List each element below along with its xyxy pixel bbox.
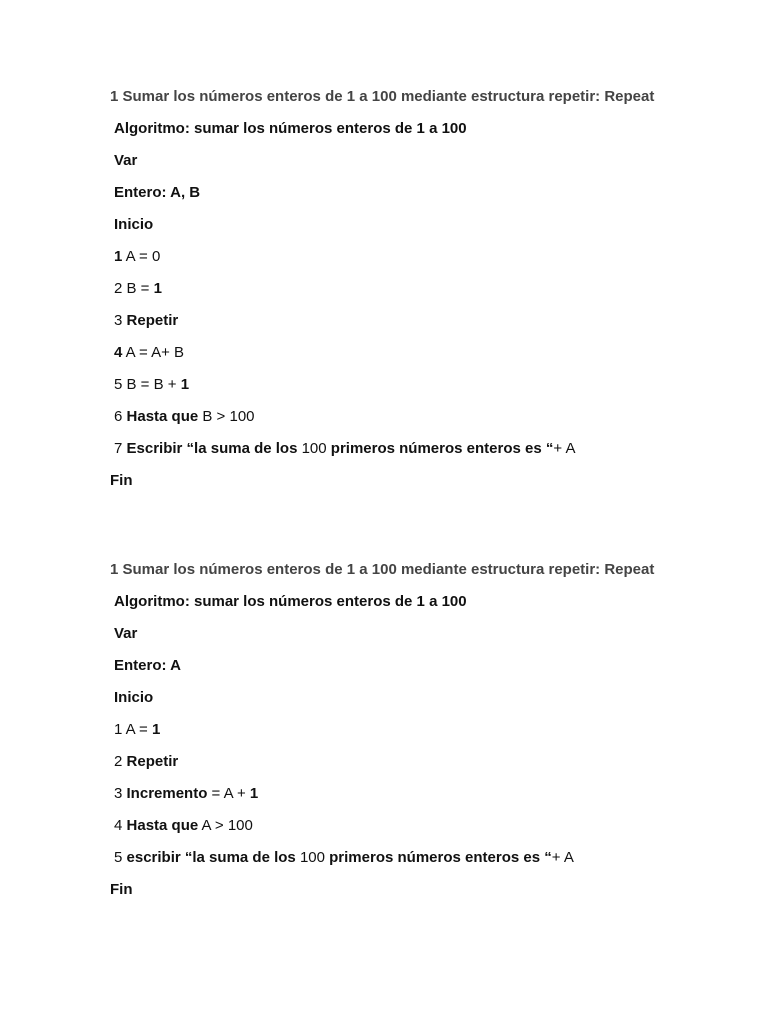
- line-text-segment: Var: [114, 625, 138, 642]
- line-text-segment: 1: [153, 280, 162, 297]
- line-text-segment: = A +: [207, 785, 250, 802]
- line-text-segment: Hasta que: [126, 817, 199, 834]
- algorithm-line: [110, 655, 670, 677]
- line-text-segment: B > 1: [198, 408, 238, 425]
- algorithm-line: [110, 310, 670, 332]
- line-text-segment: 1: [249, 785, 259, 802]
- algorithm-line: [110, 623, 670, 645]
- algorithm-line: [110, 374, 670, 396]
- line-text-segment: escribir “la suma de los: [126, 849, 300, 866]
- line-text-segment: primeros números enteros es “: [326, 440, 554, 457]
- algorithm-line: [110, 438, 670, 460]
- algorithm-line: [110, 182, 670, 204]
- line-text-segment: Inicio: [114, 689, 154, 706]
- line-text-segment: Algoritmo: sumar los números enteros de 1 a 100: [114, 120, 467, 137]
- algorithm-line: [110, 118, 670, 140]
- algorithm-line: [110, 751, 670, 773]
- algorithm-line: [110, 687, 670, 709]
- line-text-segment: 1: [114, 248, 123, 265]
- line-text-segment: 1: [180, 376, 190, 393]
- algorithm-line: [110, 847, 670, 869]
- end-keyword: Fin: [110, 472, 133, 489]
- algorithm-line: [110, 591, 670, 613]
- algorithm-line: [110, 342, 670, 364]
- line-text-segment: Incremento: [126, 785, 208, 802]
- line-text-segment: 6: [114, 408, 127, 425]
- line-text-segment: 100: [301, 440, 327, 457]
- algorithm-lines: [110, 591, 670, 869]
- line-text-segment: + A: [553, 440, 576, 457]
- line-text-segment: 7: [114, 440, 127, 457]
- algorithm-line: [110, 150, 670, 172]
- algorithm-line: [110, 214, 670, 236]
- line-text-segment: Repetir: [126, 753, 179, 770]
- line-text-segment: Hasta que: [126, 408, 199, 425]
- line-text-segment: 1: [151, 721, 161, 738]
- line-text-segment: Inicio: [114, 216, 154, 233]
- line-text-segment: 3: [114, 312, 127, 329]
- line-text-segment: 1 A =: [114, 721, 152, 738]
- line-text-segment: + A: [551, 849, 574, 866]
- line-text-segment: Var: [114, 152, 138, 169]
- line-text-segment: 3: [114, 785, 127, 802]
- line-text-segment: Algoritmo: sumar los números enteros de 1 a 100: [114, 593, 467, 610]
- line-text-segment: A = 0: [122, 248, 161, 265]
- line-text-segment: 4: [114, 817, 127, 834]
- line-text-segment: 5: [114, 849, 127, 866]
- line-text-segment: A = A+ B: [122, 344, 185, 361]
- line-text-segment: A > 100: [198, 817, 253, 834]
- algorithm-line: [110, 278, 670, 300]
- line-text-segment: Entero: A, B: [114, 184, 201, 201]
- line-text-segment: Entero: A: [114, 657, 181, 674]
- line-text-segment: Repetir: [126, 312, 179, 329]
- algorithm-line: [110, 815, 670, 837]
- line-text-segment: 2 B =: [114, 280, 154, 297]
- line-text-segment: primeros números enteros es “: [324, 849, 552, 866]
- line-text-segment: 4: [114, 344, 123, 361]
- block-heading: 1 Sumar los números enteros de 1 a 100 mediante estructura repetir: Repeat: [110, 88, 655, 105]
- algorithm-line: [110, 719, 670, 741]
- line-text-segment: 2: [114, 753, 127, 770]
- line-text-segment: Escribir “la suma de los: [126, 440, 302, 457]
- block-heading: 1 Sumar los números enteros de 1 a 100 mediante estructura repetir: Repeat: [110, 561, 655, 578]
- algorithm-lines: [110, 118, 670, 460]
- algorithm-block-1: [110, 86, 670, 492]
- line-text-segment: 00: [237, 408, 255, 425]
- algorithm-line: [110, 406, 670, 428]
- algorithm-line: [110, 246, 670, 268]
- end-keyword: Fin: [110, 881, 133, 898]
- line-text-segment: 5 B = B +: [114, 376, 181, 393]
- line-text-segment: 100: [299, 849, 325, 866]
- algorithm-block-2: [110, 559, 670, 901]
- algorithm-line: [110, 783, 670, 805]
